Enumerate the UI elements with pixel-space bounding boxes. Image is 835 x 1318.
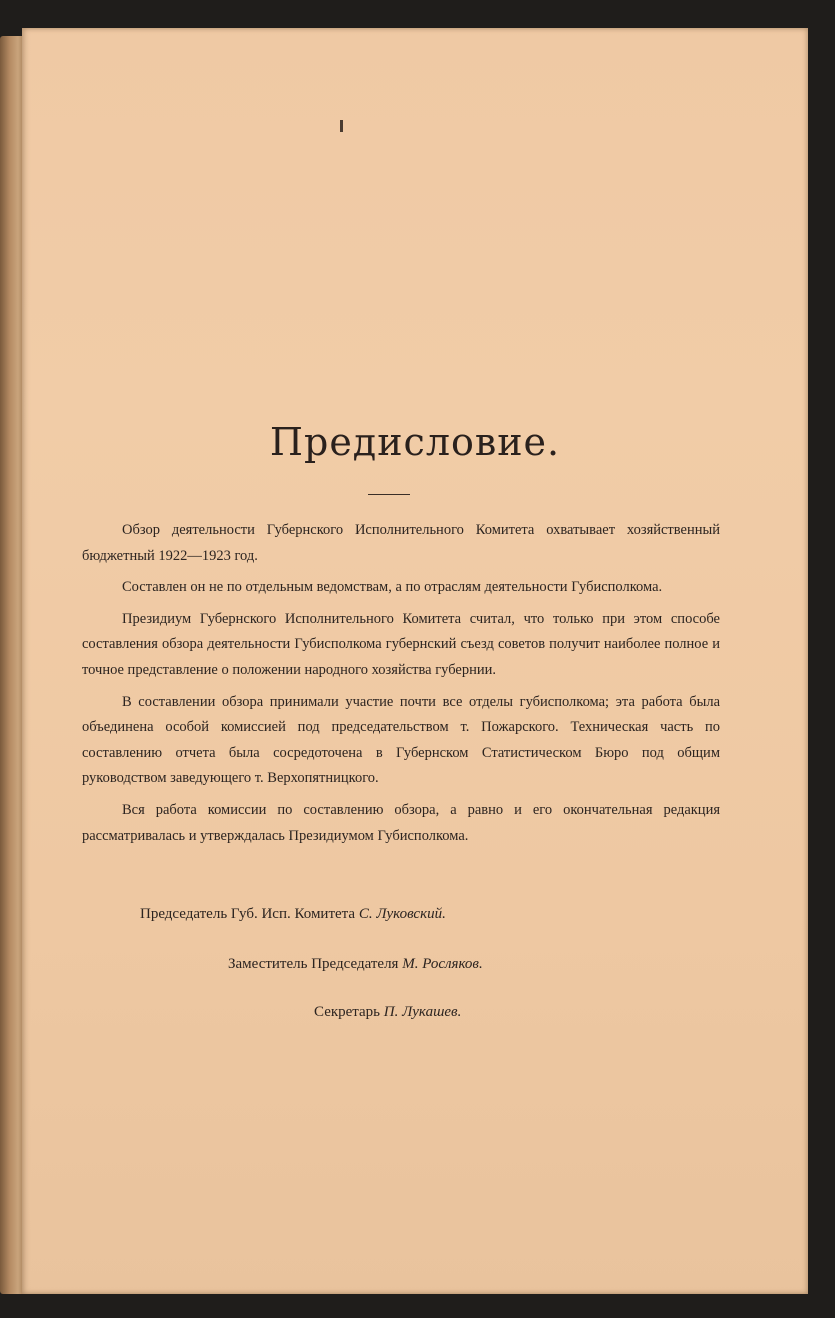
paragraph: Составлен он не по отдельным ведомствам, а по отраслям деятельности Губисполкома.	[122, 579, 663, 596]
signature-deputy	[228, 956, 483, 973]
book-spine-edge	[0, 36, 24, 1294]
document-page	[22, 28, 808, 1294]
paragraph: Вся работа комиссии по составлению обзора, а равно и его окончательная редакция рассматривалась и утверждалась Президиумом Губисполкома.	[82, 801, 720, 844]
signature-role: Председатель Губ. Исп. Комитета	[140, 906, 356, 922]
printer-mark	[340, 120, 343, 132]
signature-name: П. Лукашев.	[383, 1004, 462, 1020]
signature-role: Секретарь	[314, 1004, 381, 1020]
signature-name: М. Росляков.	[402, 956, 483, 972]
paragraph: В составлении обзора принимали участие почти все отделы губисполкома; эта работа была объединена особой комиссией под председательством т. Пожарского. Техническая часть по составлению отчета была сосредоточена в Губернском Статистическом Бюро под общим руководством заведующего т. Верхопятницкого.	[82, 693, 720, 787]
signature-chairman	[140, 906, 446, 923]
paragraph: Президиум Губернского Исполнительного Комитета считал, что только при этом способе составления обзора деятельности Губисполкома губернский съезд советов получит наиболее полное и точное представление о положении народного хозяйства губернии.	[82, 610, 720, 678]
signature-role: Заместитель Председателя	[228, 956, 399, 972]
signature-secretary	[314, 1004, 461, 1021]
paragraph: Обзор деятельности Губернского Исполнительного Комитета охватывает хозяйственный бюджетный 1922—1923 год.	[82, 522, 720, 564]
preface-body	[82, 518, 720, 855]
title-divider	[368, 494, 410, 495]
page-title: Предисловие.	[269, 420, 561, 464]
signature-name: С. Луковский.	[358, 906, 446, 922]
